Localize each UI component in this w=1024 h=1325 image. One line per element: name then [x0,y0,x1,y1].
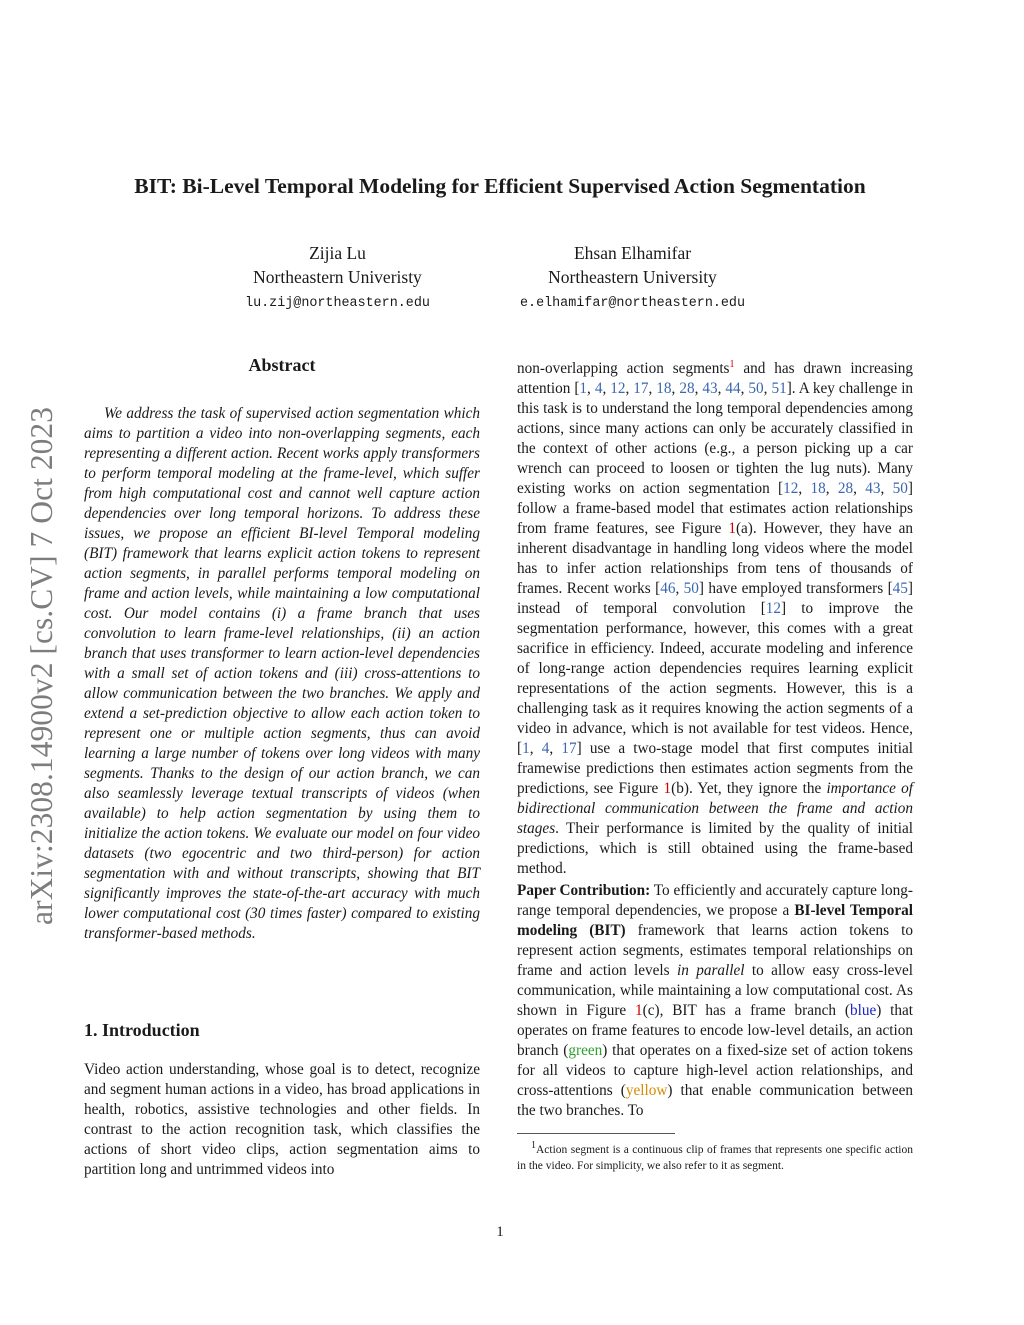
text-run: , [671,380,680,397]
text-run: , [694,380,703,397]
arxiv-stamp: arXiv:2308.14900v2 [cs.CV] 7 Oct 2023 [24,406,59,925]
citation-link[interactable]: 4 [594,380,603,397]
text-run: , [717,380,726,397]
text-run: , [625,380,634,397]
text-run: ) that operates on a fixed-size set of action tokens for all videos to capture high-level action relationships, and cross-attentions ( [517,1042,913,1099]
author-block [200,241,475,314]
text-run: To efficiently and accurately capture long-range temporal dependencies, we propose a [517,882,913,919]
abstract-text: We address the task of supervised action segmentation which aims to partition a video into non-overlapping segments, each representing a different action. Recent works apply transformers to perform temporal modeling at the frame-level, which suffer from high computational cost and cannot well capture action dependencies over long temporal horizons. To address these issues, we propose an efficient BI-level Temporal modeling (BIT) framework that learns explicit action tokens to represent action segments, in parallel performs temporal modeling on frame and action levels, while maintaining a low computational cost. Our model contains (i) a frame branch that uses convolution to learn frame-level relationships, (ii) an action branch that uses transformer to learn action-level dependencies with a small set of action tokens and (iii) cross-attentions to allow communication between the two branches. We apply and extend a set-prediction objective to allow each action token to represent one or multiple action segments, thus can avoid learning a large number of tokens over long videos with many segments. Thanks to the design of our action branch, we can also seamlessly leverage textual transcripts of videos (when available) to help action segmentation by using them to initialize the action tokens. We evaluate our model on four video datasets (two egocentric and two third-person) for action segmentation with and without transcripts, showing that BIT significantly improves the state-of-the-art accuracy with much lower computational cost (30 times faster) compared to existing transformer-based methods. [84,405,480,942]
citation-link[interactable]: 51 [771,380,787,397]
text-run: , [825,480,838,497]
citation-link[interactable]: 12 [610,380,626,397]
text-run: green [568,1042,603,1059]
citation-link[interactable]: 18 [656,380,672,397]
text-run: in parallel [676,962,745,979]
author-name: Zijia Lu [309,243,366,263]
text-run: , [853,480,866,497]
text-run: (a). However, they have an inherent disadvantage in handling long videos where the model has to infer action relationships from tens of thousands of frames. Recent works [ [517,520,913,597]
text-run: yellow [625,1082,668,1099]
citation-link[interactable]: 44 [725,380,741,397]
intro-paragraph-continued [517,359,913,879]
text-run: , [529,740,542,757]
citation-link[interactable]: 17 [633,380,649,397]
author-block [490,241,775,314]
contribution-paragraph [517,881,913,1121]
citation-link[interactable]: 46 [660,580,676,597]
text-run: (b). Yet, they ignore the [671,780,827,797]
figure-reference[interactable]: 1 [635,1002,643,1019]
footnote-mark: 1 [531,1140,536,1152]
text-run: non-overlapping action segments [517,360,730,377]
citation-link[interactable]: 1 [579,380,588,397]
text-run: , [549,740,562,757]
text-run: , [880,480,893,497]
text-run: ) that operates on frame features to encode low-level details, an action branch ( [517,1002,914,1059]
text-run: , [740,380,749,397]
text-run: , [798,480,811,497]
citation-link[interactable]: 4 [541,740,550,757]
author-affiliation: Northeastern University [548,267,717,287]
text-run: ) that enable communication between the two branches. To [517,1082,913,1119]
author-email: e.elhamifar@northeastern.edu [520,296,745,311]
citation-link[interactable]: 1 [522,740,530,757]
author-affiliation: Northeastern Univeristy [253,267,422,287]
citation-link[interactable]: 50 [683,580,699,597]
citation-link[interactable]: 50 [892,480,908,497]
abstract-heading: Abstract [248,355,316,375]
footnote-rule [517,1133,675,1134]
footnote [517,1142,913,1174]
text-run: ] instead of temporal convolution [ [517,580,914,617]
page-number: 1 [496,1224,504,1240]
section-heading: 1. Introduction [84,1020,200,1040]
text-run: (c), BIT has a frame branch ( [642,1002,850,1019]
citation-link[interactable]: 43 [702,380,718,397]
text-run: , [602,380,611,397]
author-email: lu.zij@northeastern.edu [245,296,430,311]
text-run: , [675,580,684,597]
citation-link[interactable]: 12 [765,600,782,617]
text-run: , [648,380,657,397]
figure-reference[interactable]: 1 [729,358,735,370]
citation-link[interactable]: 18 [810,480,826,497]
text-run: ] to improve the segmentation performance, however, this comes with a great sacrifice in efficiency. Indeed, accurate modeling and inference of long-range action dependencies requires learning explicit representations of the action segments. However, this is a challenging task as it requires knowing the action segments of a video in advance, which is not available for test videos. Hence, [ [517,600,913,757]
citation-link[interactable]: 28 [837,480,854,497]
text-run: ]. A key challenge in this task is to understand the long temporal dependencies among actions, since many actions can only be accurately classified in the context of other actions (e.g., a person picking up a car wrench can proceed to loosen or tighten the lug nuts). Many existing works on action segmentation [ [517,380,914,497]
text-run: Paper Contribution: [517,882,651,899]
text-run: ] have employed transformers [ [698,580,893,597]
text-run: ] follow a frame-based model that estimates action relationships from frame features, see Figure [517,480,914,537]
text-run: ] use a two-stage model that first computes initial framewise predictions then estimates action segments from the predictions, see Figure [517,740,914,797]
citation-link[interactable]: 12 [783,480,799,497]
text-run: blue [849,1002,877,1019]
footnote-text: Action segment is a continuous clip of frames that represents one specific action in the video. For simplicity, we also refer to it as segment. [517,1144,913,1172]
text-run: importance of bidirectional communication between the frame and action stages [517,780,913,837]
paper-title: BIT: Bi-Level Temporal Modeling for Efficient Supervised Action Segmentation [134,174,866,198]
author-name: Ehsan Elhamifar [573,243,692,263]
left-column [84,355,480,1180]
text-run: , [763,380,772,397]
text-run: to allow easy cross-level communication, while maintaining a low computational cost. As shown in Figure [517,962,913,1019]
text-run: BI-level Temporal modeling (BIT) [517,902,913,939]
right-column [517,359,913,1174]
figure-reference[interactable]: 1 [728,520,736,537]
citation-link[interactable]: 50 [748,380,764,397]
citation-link[interactable]: 17 [561,740,577,757]
text-run: and has drawn increasing attention [ [517,360,913,397]
text-run: framework that learns action tokens to represent action segments, estimates temporal relationships on frame and action levels [517,922,913,979]
text-run: , [587,380,595,397]
intro-paragraph: Video action understanding, whose goal is to detect, recognize and segment human actions in a video, has broad applications in health, robotics, assistive technologies and other fields. In contrast to the action recognition task, which classifies the actions of short video clips, action segmentation aims to partition long and untrimmed videos into [84,1061,480,1178]
citation-link[interactable]: 28 [679,380,695,397]
citation-link[interactable]: 45 [892,580,908,597]
figure-reference[interactable]: 1 [663,780,672,797]
citation-link[interactable]: 43 [865,480,881,497]
text-run: . Their performance is limited by the quality of initial predictions, which is still obtained using the frame-based method. [517,820,913,877]
